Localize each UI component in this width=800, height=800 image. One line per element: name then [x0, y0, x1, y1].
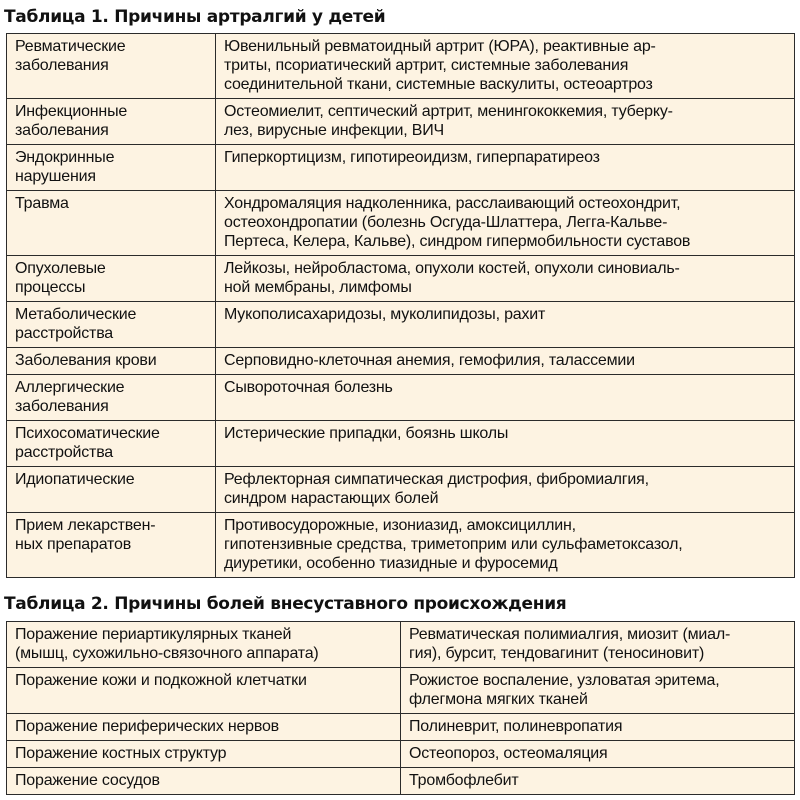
table-row	[7, 622, 795, 668]
description-cell	[401, 668, 795, 714]
table1	[6, 33, 795, 578]
description-cell	[216, 513, 795, 578]
cell-text-line: (мышц, сухожильно-связочного аппарата)	[15, 645, 319, 662]
cell-text-line: заболевания	[15, 57, 109, 74]
cell-text-line: Ревматическая полимиалгия, миозит (миал-	[409, 626, 731, 643]
cell-text-line: Сывороточная болезнь	[224, 379, 393, 396]
cell-text-line: Поражение периферических нервов	[15, 718, 279, 735]
table-row	[7, 421, 795, 467]
category-cell	[7, 714, 401, 741]
cell-text-line: ных препаратов	[15, 536, 131, 553]
cell-text-line: Прием лекарствен-	[15, 517, 156, 534]
category-cell	[7, 34, 216, 99]
description-cell	[401, 768, 795, 795]
table-row	[7, 34, 795, 99]
cell-text-line: Аллергические	[15, 379, 125, 396]
cell-text-line: Опухолевые	[15, 260, 106, 277]
description-cell	[401, 622, 795, 668]
category-cell	[7, 768, 401, 795]
description-cell	[216, 191, 795, 256]
category-cell	[7, 513, 216, 578]
table2-title: Таблица 2. Причины болей внесуставного происхождения	[4, 594, 567, 614]
cell-text-line: Заболевания крови	[15, 352, 157, 369]
cell-text-line: Поражение сосудов	[15, 772, 160, 789]
table1-title: Таблица 1. Причины артралгий у детей	[4, 7, 386, 27]
table-row	[7, 145, 795, 191]
cell-text-line: Поражение периартикулярных тканей	[15, 626, 292, 643]
table-row	[7, 191, 795, 256]
cell-text-line: Мукополисахаридозы, муколипидозы, рахит	[224, 306, 546, 323]
description-cell	[216, 145, 795, 191]
description-cell	[401, 714, 795, 741]
cell-text-line: синдром нарастающих болей	[224, 490, 439, 507]
cell-text-line: расстройства	[15, 325, 114, 342]
category-cell	[7, 256, 216, 302]
cell-text-line: гипотензивные средства, триметоприм или сульфаметоксазол,	[224, 536, 683, 553]
category-cell	[7, 99, 216, 145]
cell-text-line: нарушения	[15, 168, 96, 185]
cell-text-line: процессы	[15, 279, 86, 296]
description-cell	[216, 302, 795, 348]
cell-text-line: заболевания	[15, 398, 109, 415]
cell-text-line: флегмона мягких тканей	[409, 691, 588, 708]
cell-text-line: Ревматические	[15, 38, 126, 55]
cell-text-line: Пертеса, Келера, Кальве), синдром гипермобильности суставов	[224, 233, 691, 250]
table-row	[7, 348, 795, 375]
description-cell	[216, 467, 795, 513]
cell-text-line: лез, вирусные инфекции, ВИЧ	[224, 122, 444, 139]
table-row	[7, 768, 795, 795]
description-cell	[216, 348, 795, 375]
table-row	[7, 467, 795, 513]
cell-text-line: Поражение кожи и подкожной клетчатки	[15, 672, 307, 689]
cell-text-line: гия), бурсит, тендовагинит (теносиновит)	[409, 645, 705, 662]
table-row	[7, 302, 795, 348]
cell-text-line: Эндокринные	[15, 149, 115, 166]
category-cell	[7, 348, 216, 375]
cell-text-line: Рожистое воспаление, узловатая эритема,	[409, 672, 720, 689]
cell-text-line: Гиперкортицизм, гипотиреоидизм, гиперпаратиреоз	[224, 149, 600, 166]
category-cell	[7, 145, 216, 191]
table-row	[7, 99, 795, 145]
cell-text-line: Серповидно-клеточная анемия, гемофилия, талассемии	[224, 352, 635, 369]
table2	[6, 621, 795, 795]
cell-text-line: ной мембраны, лимфомы	[224, 279, 412, 296]
cell-text-line: Лейкозы, нейробластома, опухоли костей, опухоли синовиаль-	[224, 260, 680, 277]
category-cell	[7, 421, 216, 467]
cell-text-line: Ювенильный ревматоидный артрит (ЮРА), реактивные ар-	[224, 38, 656, 55]
table-row	[7, 513, 795, 578]
category-cell	[7, 467, 216, 513]
cell-text-line: заболевания	[15, 122, 109, 139]
cell-text-line: расстройства	[15, 444, 114, 461]
cell-text-line: Травма	[15, 195, 69, 212]
cell-text-line: Идиопатические	[15, 471, 135, 488]
cell-text-line: Истерические припадки, боязнь школы	[224, 425, 509, 442]
cell-text-line: соединительной ткани, системные васкулиты, остеоартроз	[224, 76, 653, 93]
description-cell	[216, 256, 795, 302]
cell-text-line: Остеомиелит, септический артрит, менингококкемия, туберку-	[224, 103, 673, 120]
category-cell	[7, 741, 401, 768]
table-row	[7, 741, 795, 768]
category-cell	[7, 622, 401, 668]
description-cell	[216, 99, 795, 145]
table-row	[7, 668, 795, 714]
cell-text-line: Остеопороз, остеомаляция	[409, 745, 608, 762]
cell-text-line: Тромбофлебит	[409, 772, 519, 789]
cell-text-line: Поражение костных структур	[15, 745, 227, 762]
description-cell	[216, 421, 795, 467]
description-cell	[401, 741, 795, 768]
cell-text-line: триты, псориатический артрит, системные заболевания	[224, 57, 629, 74]
cell-text-line: Полиневрит, полиневропатия	[409, 718, 623, 735]
cell-text-line: Психосоматические	[15, 425, 160, 442]
description-cell	[216, 375, 795, 421]
category-cell	[7, 191, 216, 256]
cell-text-line: Инфекционные	[15, 103, 128, 120]
table-row	[7, 714, 795, 741]
table-row	[7, 375, 795, 421]
cell-text-line: Метаболические	[15, 306, 137, 323]
category-cell	[7, 375, 216, 421]
cell-text-line: Рефлекторная симпатическая дистрофия, фибромиалгия,	[224, 471, 649, 488]
cell-text-line: диуретики, особенно тиазидные и фуросемид	[224, 555, 558, 572]
table1-body	[7, 34, 795, 578]
description-cell	[216, 34, 795, 99]
category-cell	[7, 302, 216, 348]
table-row	[7, 256, 795, 302]
category-cell	[7, 668, 401, 714]
table2-body	[7, 622, 795, 795]
cell-text-line: остеохондропатии (болезнь Осгуда-Шлаттера, Легга-Кальве-	[224, 214, 668, 231]
cell-text-line: Хондромаляция надколенника, расслаивающий остеохондрит,	[224, 195, 681, 212]
cell-text-line: Противосудорожные, изониазид, амоксициллин,	[224, 517, 576, 534]
